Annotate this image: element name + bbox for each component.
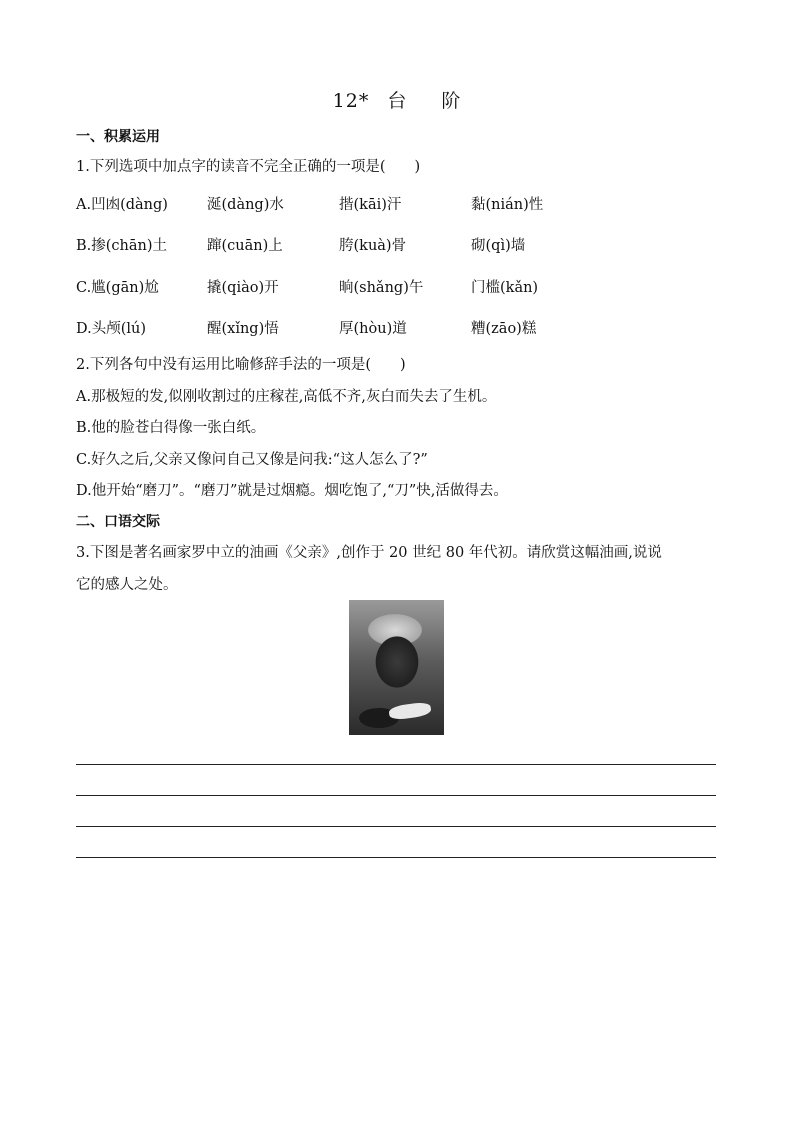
question-2-stem: 2.下列各句中没有运用比喻修辞手法的一项是( ) bbox=[76, 357, 406, 373]
option-item: A.凹凼(dàng) bbox=[76, 197, 168, 213]
option-item: D.头颅(lú) bbox=[76, 321, 147, 337]
option-item: 晌(shǎng)午 bbox=[339, 280, 424, 296]
page-title bbox=[0, 86, 794, 113]
option-item: C.尴(gān)尬 bbox=[76, 280, 159, 296]
question-2-option-b: B.他的脸苍白得像一张白纸。 bbox=[76, 420, 266, 436]
option-item: 糟(zāo)糕 bbox=[471, 321, 537, 337]
hand-shape bbox=[388, 701, 432, 721]
option-item: 胯(kuà)骨 bbox=[339, 238, 407, 254]
section-heading-oral-communication: 二、口语交际 bbox=[76, 514, 160, 530]
option-item: 揩(kāi)汗 bbox=[339, 197, 402, 213]
section-heading-accumulation: 一、积累运用 bbox=[76, 129, 160, 145]
lesson-number: 12* bbox=[332, 90, 370, 112]
question-3-stem-line-2: 它的感人之处。 bbox=[76, 577, 178, 593]
option-item: 砌(qì)墙 bbox=[471, 238, 526, 254]
answer-line-4[interactable] bbox=[76, 857, 716, 858]
option-item: 撬(qiào)开 bbox=[207, 280, 279, 296]
option-item: B.掺(chān)土 bbox=[76, 238, 168, 254]
answer-line-3[interactable] bbox=[76, 826, 716, 827]
title-char-2: 阶 bbox=[441, 90, 462, 112]
option-item: 厚(hòu)道 bbox=[339, 321, 407, 337]
question-3-stem-line-1: 3.下图是著名画家罗中立的油画《父亲》,创作于 20 世纪 80 年代初。请欣赏这幅油画,说说 bbox=[76, 545, 662, 561]
question-2-option-a: A.那极短的发,似刚收割过的庄稼茬,高低不齐,灰白而失去了生机。 bbox=[76, 389, 497, 405]
title-char-1: 台 bbox=[387, 90, 408, 112]
option-item: 黏(nián)性 bbox=[471, 197, 544, 213]
answer-line-2[interactable] bbox=[76, 795, 716, 796]
option-item: 醒(xǐng)悟 bbox=[207, 321, 279, 337]
answer-line-1[interactable] bbox=[76, 764, 716, 765]
question-1-stem: 1.下列选项中加点字的读音不完全正确的一项是( ) bbox=[76, 159, 421, 175]
oil-painting-father-photo bbox=[349, 600, 444, 735]
question-2-option-d: D.他开始“磨刀”。“磨刀”就是过烟瘾。烟吃饱了,“刀”快,活做得去。 bbox=[76, 483, 508, 499]
option-item: 蹿(cuān)上 bbox=[207, 238, 283, 254]
question-2-option-c: C.好久之后,父亲又像问自己又像是问我:“这人怎么了?” bbox=[76, 452, 428, 468]
option-item: 门槛(kǎn) bbox=[471, 280, 539, 296]
option-item: 涎(dàng)水 bbox=[207, 197, 284, 213]
